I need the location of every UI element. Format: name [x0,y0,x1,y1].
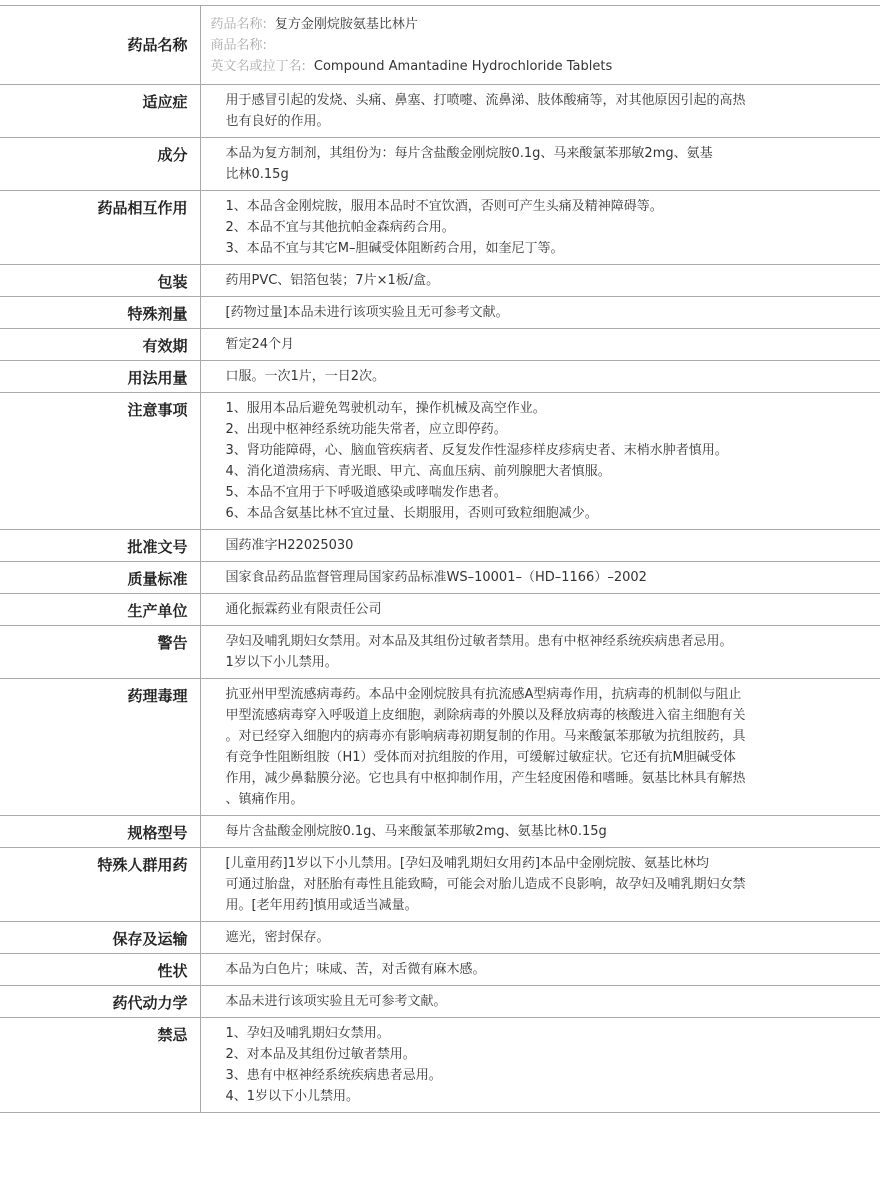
english-name-line [211,56,861,77]
row-label: 特殊人群用药 [0,848,200,922]
row-special-population [0,848,880,922]
row-value-line: 暂定24个月 [225,337,295,352]
row-value [200,138,880,191]
english-name-key: 英文名或拉丁名: [210,59,306,74]
row-label: 特殊剂量 [0,297,200,329]
row-value-line: 国家食品药品监督管理局国家药品标准WS–10001–（HD–1166）–2002 [225,570,647,585]
row-validity [0,329,880,361]
row-ingredients [0,138,880,191]
row-value [200,329,880,361]
row-value-line: 药用PVC、铝箔包装；7片×1板/盒。 [225,273,440,288]
row-warning [0,626,880,679]
row-storage [0,922,880,954]
row-label: 保存及运输 [0,922,200,954]
row-value [200,679,880,816]
row-value-line: 2、本品不宜与其他抗帕金森病药合用。 [225,220,455,235]
row-interactions [0,191,880,265]
row-value [200,986,880,1018]
row-label: 警告 [0,626,200,679]
row-value-line: 用。[老年用药]慎用或适当减量。 [225,898,418,913]
generic-name-value: 复方金刚烷胺氨基比林片 [274,17,418,32]
trade-name-line [211,35,861,56]
row-value [200,361,880,393]
row-value-line: 3、患有中枢神经系统疾病患者忌用。 [225,1068,442,1083]
row-value-line: 1岁以下小儿禁用。 [225,655,338,670]
row-precautions [0,393,880,530]
row-label: 药理毒理 [0,679,200,816]
row-value-line: 每片含盐酸金刚烷胺0.1g、马来酸氯苯那敏2mg、氨基比林0.15g [225,824,607,839]
row-label: 生产单位 [0,594,200,626]
drug-spec-table [0,5,880,1113]
row-dosage [0,361,880,393]
row-value-line: 用于感冒引起的发烧、头痛、鼻塞、打喷嚏、流鼻涕、肢体酸痛等，对其他原因引起的高热 [225,93,746,108]
row-value-line: 1、本品含金刚烷胺，服用本品时不宜饮酒，否则可产生头痛及精神障碍等。 [225,199,663,214]
row-appearance [0,954,880,986]
row-label: 药品相互作用 [0,191,200,265]
row-approval [0,530,880,562]
row-specification [0,816,880,848]
row-value-line: 6、本品含氨基比林不宜过量、长期服用，否则可致粒细胞减少。 [225,506,598,521]
row-value [200,954,880,986]
row-label: 质量标准 [0,562,200,594]
row-value-line: 1、服用本品后避免驾驶机动车，操作机械及高空作业。 [225,401,546,416]
row-value [200,1018,880,1113]
row-overdose [0,297,880,329]
row-standard [0,562,880,594]
row-value [200,626,880,679]
row-value-line: 1、孕妇及哺乳期妇女禁用。 [225,1026,390,1041]
row-indications [0,85,880,138]
row-value [200,297,880,329]
generic-name-key: 药品名称: [210,17,267,32]
row-value-line: 2、对本品及其组份过敏者禁用。 [225,1047,416,1062]
row-value-line: 4、1岁以下小儿禁用。 [225,1089,360,1104]
row-value-line: 本品未进行该项实验且无可参考文献。 [225,994,447,1009]
row-label: 禁忌 [0,1018,200,1113]
row-label: 药代动力学 [0,986,200,1018]
row-value-line: 4、消化道溃疡病、青光眼、甲亢、高血压病、前列腺肥大者慎服。 [225,464,611,479]
row-label: 规格型号 [0,816,200,848]
row-value [200,265,880,297]
row-value-line: 抗亚州甲型流感病毒药。本品中金刚烷胺具有抗流感A型病毒作用，抗病毒的机制似与阻止 [225,687,742,702]
trade-name-key: 商品名称: [210,38,267,53]
row-value-line: 本品为白色片；味咸、苦，对舌微有麻木感。 [225,962,486,977]
row-value [200,85,880,138]
row-value-line: 。对已经穿入细胞内的病毒亦有影响病毒初期复制的作用。马来酸氯苯那敏为抗组胺药，具 [225,729,746,744]
row-value-line: 可通过胎盘，对胚胎有毒性且能致畸，可能会对胎儿造成不良影响，故孕妇及哺乳期妇女禁 [225,877,746,892]
row-value [200,816,880,848]
row-value [200,848,880,922]
row-value-line: 也有良好的作用。 [225,114,330,129]
row-label: 用法用量 [0,361,200,393]
row-value-line: 5、本品不宜用于下呼吸道感染或哮喘发作患者。 [225,485,507,500]
row-value-line: 作用，减少鼻黏膜分泌。它也具有中枢抑制作用，产生轻度困倦和嗜睡。氨基比林具有解热 [225,771,746,786]
english-name-value: Compound Amantadine Hydrochloride Tablets [313,59,613,74]
row-value-line: 比林0.15g [225,167,289,182]
row-value [200,562,880,594]
row-label: 注意事项 [0,393,200,530]
row-value-line: 3、肾功能障碍，心、脑血管疾病者、反复发作性湿疹样皮疹病史者、末梢水肿者慎用。 [225,443,728,458]
row-label: 性状 [0,954,200,986]
row-label: 适应症 [0,85,200,138]
row-value-line: 、镇痛作用。 [225,792,304,807]
row-value-line: 2、出现中枢神经系统功能失常者，应立即停药。 [225,422,507,437]
row-value [200,393,880,530]
row-value-line: [药物过量]本品未进行该项实验且无可参考文献。 [225,305,509,320]
row-value [200,191,880,265]
row-value-line: 遮光，密封保存。 [225,930,330,945]
row-label: 有效期 [0,329,200,361]
row-value-line: 有竞争性阻断组胺（H1）受体而对抗组胺的作用，可缓解过敏症状。它还有抗M胆碱受体 [225,750,736,765]
row-value-line: [儿童用药]1岁以下小儿禁用。[孕妇及哺乳期妇女用药]本品中金刚烷胺、氨基比林均 [225,856,710,871]
row-value-line: 通化振霖药业有限责任公司 [225,602,382,617]
row-value [200,594,880,626]
row-label: 批准文号 [0,530,200,562]
row-pharmacology [0,679,880,816]
row-value [200,6,880,85]
drug-spec-table-body [0,6,880,1113]
row-value-line: 3、本品不宜与其它M–胆碱受体阻断药合用，如奎尼丁等。 [225,241,564,256]
row-label: 药品名称 [0,6,200,85]
row-value [200,922,880,954]
row-contraindications [0,1018,880,1113]
row-drug-name [0,6,880,85]
row-value-line: 国药准字H22025030 [225,538,354,553]
row-value-line: 甲型流感病毒穿入呼吸道上皮细胞，剥除病毒的外膜以及释放病毒的核酸进入宿主细胞有关 [225,708,746,723]
row-value-line: 本品为复方制剂，其组份为：每片含盐酸金刚烷胺0.1g、马来酸氯苯那敏2mg、氨基 [225,146,713,161]
row-manufacturer [0,594,880,626]
row-value-line: 孕妇及哺乳期妇女禁用。对本品及其组份过敏者禁用。患有中枢神经系统疾病患者忌用。 [225,634,733,649]
generic-name-line [211,14,861,35]
row-value [200,530,880,562]
row-value-line: 口服。一次1片，一日2次。 [225,369,386,384]
row-pharmacokinetics [0,986,880,1018]
row-label: 包装 [0,265,200,297]
row-label: 成分 [0,138,200,191]
row-package [0,265,880,297]
